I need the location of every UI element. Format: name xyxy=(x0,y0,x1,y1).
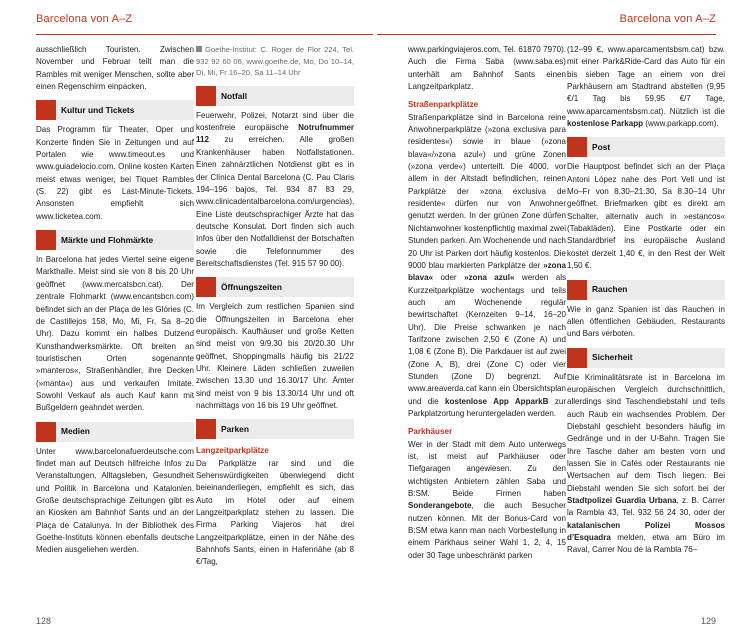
emphasis: kostenlose Parkapp xyxy=(567,119,644,129)
column-1 xyxy=(36,44,194,557)
subheading: Langzeitparkplätze xyxy=(196,446,269,456)
section-marker-icon xyxy=(36,422,56,442)
header-rule xyxy=(377,34,716,35)
subheading: Straßenparkplätze xyxy=(408,100,479,110)
section-heading-maerkte xyxy=(36,230,194,250)
section-heading-rauchen xyxy=(567,280,725,300)
section-title: Notfall xyxy=(221,90,248,101)
paragraph: Unter www.barcelonafuerdeutsche.com findet man auf Deutsch hilfreiche Infos zu Veranstaltungen, Alltagsleben, Gesundheit und Politik in Barcelona und Katalonien. Große deutschsprachige Zeitungen gibt es an Kiosken am Bahnhof Sants und an der Plaça de Catalunya. In der Bibliothek des Goethe-Instituts können ebenfalls deutsche Medien ausgeliehen werden. xyxy=(36,446,194,555)
paragraph: Da Parkplätze rar sind und die Sehenswürdigkeiten überwiegend dicht beieinanderliegen, empfiehlt es sich, das Auto im Hotel oder auf einem Langzeitparkplatz stehen zu lassen. Die Firma Parking Viajeros hat drei Langzeitparkplätze, einen in der Nähe des Bahnhofs Sants, einen in Hafennähe (ab 8 €/Tag, xyxy=(196,458,354,567)
paragraph xyxy=(408,112,566,421)
section-marker-icon xyxy=(196,277,216,297)
section-marker-icon xyxy=(196,86,216,106)
text-run: Feuerwehr, Polizei, Notarzt sind über die kostenfreie europäische xyxy=(196,110,354,133)
column-4 xyxy=(567,44,725,557)
running-head: Barcelona von A–Z xyxy=(36,13,133,25)
paragraph: Die Hauptpost befindet sich an der Plaça Antoni López nahe des Port Vell und ist Mo–Fr von 8.30–21.30, Sa 8.30–14 Uhr geöffnet. Briefmarken gibt es direkt am Schalter, alternativ auch in »estancos« (Tabakläden). Eine Postkarte oder ein Standardbrief ins europäische Ausland kostet derzeit 1,40 €, in den Rest der Welt 1,50 €. xyxy=(567,162,725,271)
column-2 xyxy=(196,44,354,569)
section-heading-parken xyxy=(196,419,354,439)
text-run: Wer in der Stadt mit dem Auto unterwegs ist, ist meist auf Parkhäuser oder Tiefgaragen angewiesen. Zu den wichtigsten Anbietern zählen Saba und B:SM. Beide Firmen haben xyxy=(408,439,566,499)
section-marker-icon xyxy=(196,419,216,439)
subheading: Parkhäuser xyxy=(408,427,453,437)
address-text: Goethe-Institut: C. Roger de Flor 224, Tel. 932 92 60 06, www.goethe.de, Mo, Do 10–14, Di, Mi, Fr 16–20, Sa 11–14 Uhr xyxy=(196,45,354,78)
section-heading-notfall xyxy=(196,86,354,106)
text-run: Die Kriminalitätsrate ist in Barcelona im europäischen Vergleich durchschnittlich, allerdings sind Taschendiebstahl und teils auch Raub ein wachsendes Problem. Der Diebstahl geschieht besonders häufig im Gedränge und in der U-Bahn. Tragen Sie Ihre Tasche daher am besten vorn und lassen Sie in Cafés oder Restaurants nie Wertsachen auf dem Tisch liegen. Bei Diebstahl wenden Sie sich sofort bei der xyxy=(567,372,725,493)
text-run: Straßenparkplätze sind in Barcelona reine Anwohnerparkplätze (»zona exclusiva para residentes«) sowie in blaue (»zona blava«/»zona azul«) und grüne Zonen (»zona verde«) unterteilt. Die 4000, vor allem in der Altstadt befindlichen, reinen Parkplätze der »zona exclusiva de residente« dürfen nur von Anwohner genutzt werden. In der grünen Zone dürfen Nichtanwohner kostenpflichtig maximal zwei Stunden parken. Am Wochenende und nach 20 Uhr ist Parken dort häufig kostenlos. Die 9000 blau markierten Parkplätze der xyxy=(408,112,566,270)
text-run: (www.parkapp.com). xyxy=(643,119,719,129)
section-marker-icon xyxy=(36,230,56,250)
paragraph: Im Vergleich zum restlichen Spanien sind die Öffnungszeiten in Barcelona eher europäisch. Kaufhäuser und große Ketten sind meist von 9/9.30 bis 20/20.30 Uhr geöffnet, Shoppingmalls häufig bis 21/22 Uhr. Kleinere Läden schließen zuweilen zwischen 13.30 und 16.30/17 Uhr. Ämter sind meist von 9 bis 13.30/14 Uhr und oft nachmittags von 16 bis 19 Uhr geöffnet. xyxy=(196,302,354,410)
emphasis: kostenlose App ApparkB xyxy=(444,396,549,406)
section-title: Kultur und Tickets xyxy=(61,105,135,116)
section-heading-medien xyxy=(36,422,194,442)
section-title: Post xyxy=(592,142,611,153)
emphasis: »zona blava« xyxy=(408,260,566,283)
section-title: Medien xyxy=(61,426,90,437)
emphasis: Notrufnummer 112 xyxy=(196,123,354,145)
column-3 xyxy=(408,44,566,562)
paragraph: Wie in ganz Spanien ist das Rauchen in allen öffentlichen Gebäuden, Restaurants und Bars verboten. xyxy=(567,304,725,339)
section-marker-icon xyxy=(567,280,587,300)
section-title: Sicherheit xyxy=(592,352,633,363)
section-heading-sicherheit xyxy=(567,348,725,368)
text-run: (12–99 €, www.aparcamentsbsm.cat) bzw. mit einer Park&Ride-Card das Auto für ein bis sieben Tage an einem von drei Parkhäusern am Stadtrand abstellen (9,95 €/1 Tag bis 59,95 €/7 Tage, www.aparcamentsbsm.cat). Nützlich ist die xyxy=(567,45,725,116)
section-marker-icon xyxy=(567,137,587,157)
text-run: zur Parkplatzortung heruntergeladen werden. xyxy=(408,396,567,418)
section-title: Märkte und Flohmärkte xyxy=(61,234,154,245)
section-title: Parken xyxy=(221,424,249,435)
section-marker-icon xyxy=(567,348,587,368)
square-bullet-icon xyxy=(196,46,202,52)
page-right xyxy=(375,0,750,640)
text-run: melden, etwa am Büro im Raval, Carrer Nou de la Rambla 76– xyxy=(567,533,725,555)
text-run: werden als Kurzzeitparkplätze wochentags und teils auch am Wochenende regulär bewirtschaftet (Kernzeiten 9–14, 16–20 Uhr). Die Preise schwanken je nach Tarifzone zwischen 2,50 € (Zone A) und 1,08 € (Zone B). Die Parkdauer ist auf zwei (Zone A, B), drei (Zone C) oder vier Stunden (Zone D) begrenzt. Auf www.areaverda.cat kann ein Übersichtsplan und die xyxy=(408,273,566,406)
section-marker-icon xyxy=(36,100,56,120)
paragraph xyxy=(567,44,725,130)
page-number: 129 xyxy=(700,616,716,626)
paragraph: ausschließlich Touristen. Zwischen November und Februar teilt man die Rambles mit weniger Menschen, sollte aber einen Regenschirm einpacken. xyxy=(36,45,194,92)
section-heading-kultur xyxy=(36,100,194,120)
header-rule xyxy=(36,34,373,35)
section-title: Rauchen xyxy=(592,284,628,295)
paragraph: Das Programm für Theater, Oper und Konzerte finden Sie in Zeitungen und auf Portalen wie www.timeout.es und www.guiadelocio.com. Online kosten Karten meist etwas weniger, bei Tiquet Rambles (S. 22) gibt es Last-Minute-Tickets. Ansonsten empfiehlt sich www.ticketea.com. xyxy=(36,125,194,221)
address-note xyxy=(196,44,354,79)
text-run: , die auch Besucher nutzen können. Mit der Bonus-Card von B:SM etwa kann man nach Vorbestellung in einem Parkhaus seiner Wahl 1, 2, 4, 15 oder 30 Tage unbeschränkt parken xyxy=(408,501,566,560)
running-head: Barcelona von A–Z xyxy=(619,13,716,25)
emphasis: Sonderangebote xyxy=(408,501,472,511)
section-heading-oeffnungszeiten xyxy=(196,277,354,297)
paragraph xyxy=(567,372,725,557)
text-run: , z. B. Carrer la Rambla 43, Tel. 932 56 24 30, oder der xyxy=(567,495,725,518)
paragraph: www.parkingviajeros.com, Tel. 61870 7970). Auch die Firma Saba (www.saba.es) unterhält am Bahnhof Sants einen Langzeitparkplatz. xyxy=(408,45,566,92)
emphasis: katalanischen Polizei Mossos d’Esquadra xyxy=(567,520,725,542)
section-heading-post xyxy=(567,137,725,157)
page-number: 128 xyxy=(36,616,52,626)
emphasis: Stadtpolizei Guardia Urbana xyxy=(567,495,677,505)
paragraph: In Barcelona hat jedes Viertel seine eigene Markthalle. Meist sind sie von 8 bis 20 Uhr geöffnet (www.mercatsbcn.cat). Der zentrale Flohmarkt (www.encantsbcn.com) befindet sich an der Plaça de les Glòries (C. de Castillejos 158, Mo, Mi, Fr, Sa 8–20 Uhr). Dazu kommt ein halbes Dutzend Kunsthandwerksmärkte. Oft breiten an touristischen Orten sogenannte »manteros«, Straßenhändler, ihre Decken (»manta«) aus und verkaufen Imitate. Sowohl Verkauf als auch Kauf kann mit Bußgeldern geahndet werden. xyxy=(36,255,194,413)
text-run: zu erreichen. Alle großen Krankenhäuser haben Notfallstationen. Einen zahnärztlichen Notdienst gibt es in der Clínica Dental Barcelona (C. Pau Claris 194–196 bajos, Tel. 934 87 83 29, www.clinicadentalbarcelona.com/urgencias). Eine Liste deutschsprachiger Ärzte hat das deutsche Konsulat. Dort finden sich auch Infos über den Notfalldienst der Botschaften sowie die Telefonnummer des Bereitschaftsdienstes (Tel. 915 57 90 00). xyxy=(196,135,355,268)
paragraph xyxy=(408,439,566,562)
emphasis: »zona azul« xyxy=(464,273,515,283)
text-run: oder xyxy=(433,273,465,283)
section-title: Öffnungszeiten xyxy=(221,282,282,293)
paragraph xyxy=(196,110,354,270)
